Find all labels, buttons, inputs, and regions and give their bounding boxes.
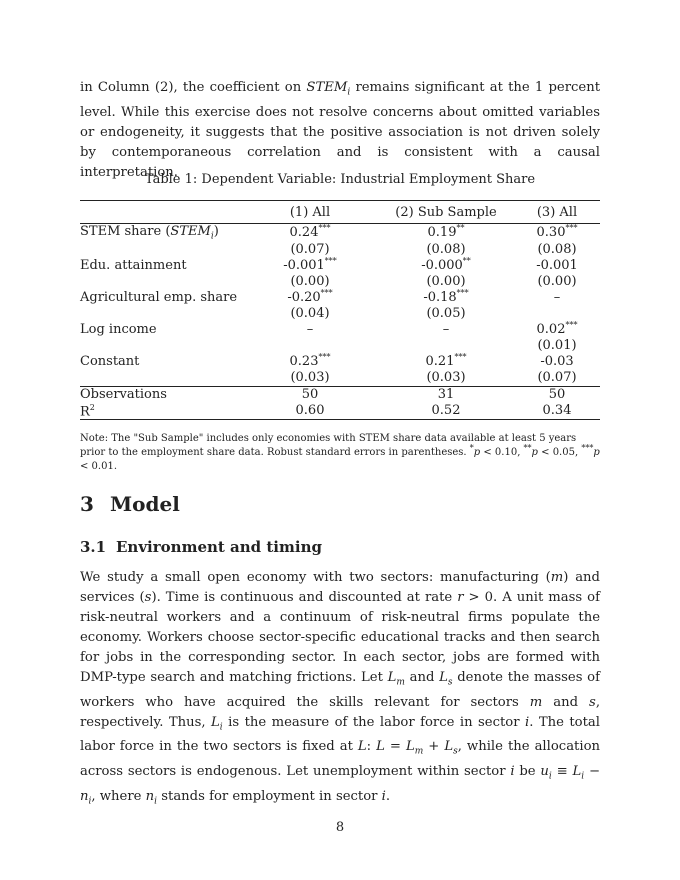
table-cell: [242, 338, 378, 354]
table-cell: [514, 306, 600, 322]
row-label: Edu. attainment: [80, 258, 187, 274]
table-row: [80, 258, 600, 274]
row-label: Constant: [80, 354, 140, 370]
table-cell: -0.000**: [421, 256, 471, 274]
table-cell: (0.08): [537, 242, 577, 258]
row-label: [80, 370, 242, 387]
table-row: [80, 290, 600, 306]
table-cell: 0.52: [378, 403, 514, 420]
table-cell: 0.19**: [427, 223, 465, 241]
regression-table: [80, 200, 600, 420]
section-heading: 3 Model: [80, 492, 180, 516]
table-cell: (0.04): [290, 306, 330, 322]
subsection-heading: 3.1 Environment and timing: [80, 538, 322, 556]
page-number: 8: [335, 820, 345, 835]
table-row: [80, 242, 600, 258]
table-cell: 0.30***: [536, 223, 578, 241]
table-row: [80, 354, 600, 370]
table-cell: -0.001***: [283, 256, 337, 274]
row-label: Log income: [80, 322, 157, 338]
table-cell: -0.20***: [287, 288, 333, 306]
column-header: [80, 201, 242, 224]
table-cell: 0.34: [514, 403, 600, 420]
table-row: [80, 370, 600, 387]
table-cell: (0.00): [537, 274, 577, 290]
table-cell: -0.18***: [423, 288, 469, 306]
column-header: (2) Sub Sample: [378, 201, 514, 224]
table-cell: (0.08): [426, 242, 466, 258]
table-cell: 0.02***: [536, 320, 578, 338]
table-cell: (0.07): [290, 242, 330, 258]
table-cell: (0.03): [426, 370, 466, 386]
row-label: STEM share $(STEM_i)$: [80, 224, 219, 242]
row-label: [80, 274, 242, 290]
table-cell: (0.01): [537, 338, 577, 354]
table-cell: (0.03): [290, 370, 330, 386]
table-cell: –: [306, 322, 314, 338]
table-cell: 50: [514, 386, 600, 403]
table-row: [80, 338, 600, 354]
row-label: Observations: [80, 386, 242, 403]
table-cell: 0.60: [242, 403, 378, 420]
table-cell: 50: [242, 386, 378, 403]
row-label: [80, 242, 242, 258]
column-header: (1) All: [242, 201, 378, 224]
row-label: Agricultural emp. share: [80, 290, 238, 306]
table-cell: (0.00): [426, 274, 466, 290]
table-row: [80, 403, 600, 420]
table-cell: 0.24***: [289, 223, 331, 241]
table-row: [80, 224, 600, 242]
row-label: [80, 306, 242, 322]
table-row: [80, 274, 600, 290]
body-paragraph: We study a small open economy with two sectors: manufacturing (m) and services (s). Time is continuous and discounted at rate r > 0. A unit mass of risk-neutral workers and a continuum of risk-neutral firms populate the economy. Workers choose sector-specific educational tracks and then search for jobs in the corresponding sector. In each sector, jobs are formed with DMP-type search and matching frictions. Let $L_m$ and $L_s$ denote the masses of workers who have acquired the skills relevant for sectors m and s, respectively. Thus, $L_i$ is the measure of the labor force in sector i. The total labor force in the two sectors is fixed at L: $L = L_m + L_s$, while the allocation across sectors is endogenous. Let unemployment within sector i be $u_i \equiv L_i - n_i$, where $n_i$ stands for employment in sector i.: [80, 570, 601, 807]
table-cell: (0.07): [537, 370, 577, 386]
table-header-row: [80, 201, 600, 224]
table-caption: Table 1: Dependent Variable: Industrial Employment Share: [144, 172, 536, 187]
table-cell: –: [442, 322, 450, 338]
table-cell: -0.03: [540, 354, 574, 370]
table-row: [80, 322, 600, 338]
table-cell: 0.21***: [425, 352, 467, 370]
table-cell: [378, 338, 514, 354]
row-label: $R^2$: [80, 403, 242, 420]
table-note: Note: The "Sub Sample" includes only economies with STEM share data available at least 5 years prior to the employment share data. Robust standard errors in parentheses. *p < 0.10, **p < 0.05, ***p < 0.01.: [80, 433, 600, 472]
intro-paragraph: in Column (2), the coefficient on $STEM_i$ remains significant at the 1 percent level. While this exercise does not resolve concerns about omitted variables or endogeneity, it suggests that the positive association is not driven solely by contemporaneous correlation and is consistent with a causal interpretation.: [80, 80, 601, 180]
table-row: [80, 386, 600, 403]
table-cell: –: [553, 290, 561, 306]
table-cell: (0.05): [426, 306, 466, 322]
table-cell: 0.23***: [289, 352, 331, 370]
row-label: [80, 338, 242, 354]
table-cell: (0.00): [290, 274, 330, 290]
table-cell: 31: [378, 386, 514, 403]
table-row: [80, 306, 600, 322]
column-header: (3) All: [514, 201, 600, 224]
table-cell: -0.001: [536, 258, 578, 274]
